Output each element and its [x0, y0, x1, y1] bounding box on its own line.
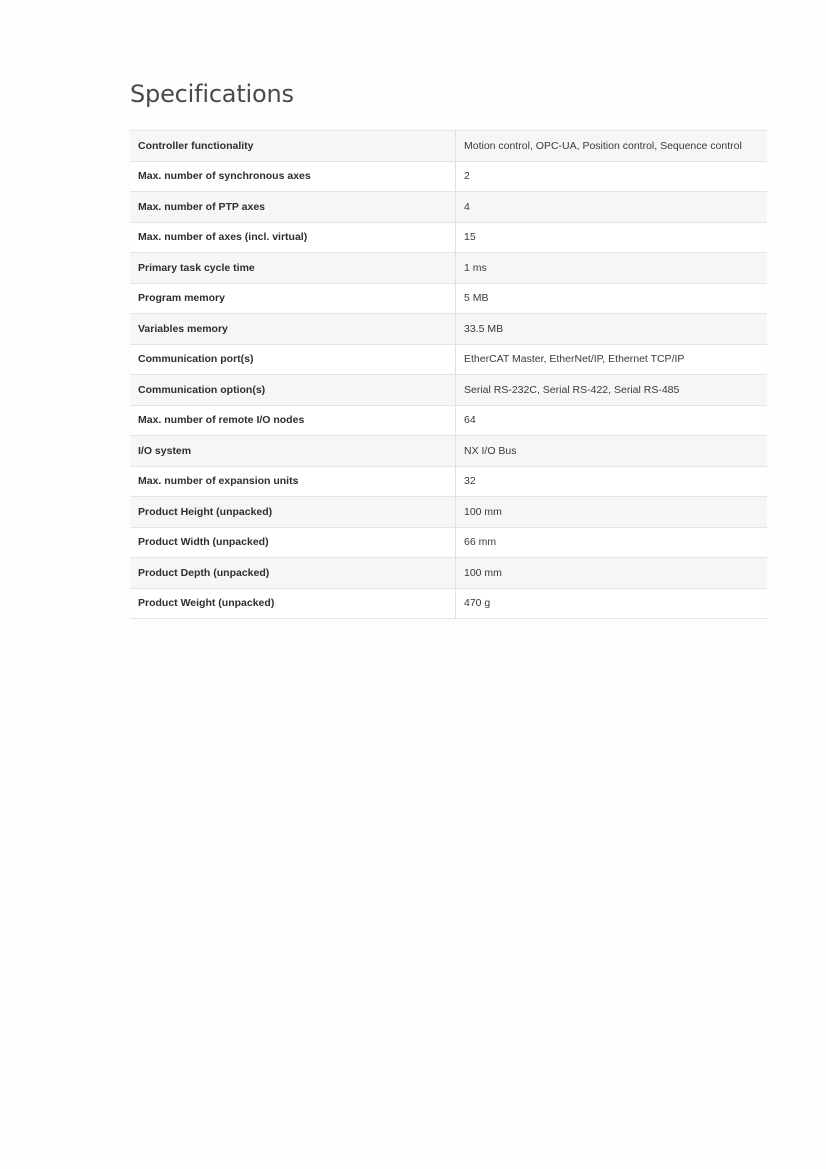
- table-row: [130, 314, 767, 345]
- spec-label: Product Height (unpacked): [130, 497, 456, 528]
- table-row: [130, 283, 767, 314]
- spec-label: Max. number of synchronous axes: [130, 161, 456, 192]
- spec-label: Max. number of PTP axes: [130, 192, 456, 223]
- table-row: [130, 497, 767, 528]
- spec-value: EtherCAT Master, EtherNet/IP, Ethernet TCP/IP: [456, 344, 768, 375]
- table-row: [130, 375, 767, 406]
- spec-label: Max. number of axes (incl. virtual): [130, 222, 456, 253]
- spec-value: 2: [456, 161, 768, 192]
- table-row: [130, 405, 767, 436]
- spec-value: 33.5 MB: [456, 314, 768, 345]
- specifications-table-body: [130, 131, 767, 619]
- spec-label: Product Weight (unpacked): [130, 588, 456, 619]
- spec-label: Communication option(s): [130, 375, 456, 406]
- table-row: [130, 222, 767, 253]
- specifications-table: [130, 130, 767, 619]
- spec-value: 100 mm: [456, 558, 768, 589]
- table-row: [130, 436, 767, 467]
- spec-value: Motion control, OPC-UA, Position control, Sequence control: [456, 131, 768, 162]
- table-row: [130, 161, 767, 192]
- table-row: [130, 192, 767, 223]
- spec-label: Primary task cycle time: [130, 253, 456, 284]
- spec-value: 66 mm: [456, 527, 768, 558]
- table-row: [130, 558, 767, 589]
- table-row: [130, 253, 767, 284]
- spec-value: 32: [456, 466, 768, 497]
- table-row: [130, 588, 767, 619]
- spec-label: I/O system: [130, 436, 456, 467]
- table-row: [130, 344, 767, 375]
- spec-label: Communication port(s): [130, 344, 456, 375]
- spec-value: 15: [456, 222, 768, 253]
- page-title: Specifications: [130, 80, 294, 108]
- spec-value: Serial RS-232C, Serial RS-422, Serial RS-485: [456, 375, 768, 406]
- spec-label: Variables memory: [130, 314, 456, 345]
- spec-value: 5 MB: [456, 283, 768, 314]
- table-row: [130, 527, 767, 558]
- spec-label: Max. number of remote I/O nodes: [130, 405, 456, 436]
- spec-label: Controller functionality: [130, 131, 456, 162]
- spec-label: Program memory: [130, 283, 456, 314]
- spec-label: Max. number of expansion units: [130, 466, 456, 497]
- table-row: [130, 131, 767, 162]
- spec-value: 1 ms: [456, 253, 768, 284]
- spec-label: Product Depth (unpacked): [130, 558, 456, 589]
- spec-value: 100 mm: [456, 497, 768, 528]
- spec-label: Product Width (unpacked): [130, 527, 456, 558]
- table-row: [130, 466, 767, 497]
- spec-value: 470 g: [456, 588, 768, 619]
- spec-value: 64: [456, 405, 768, 436]
- spec-value: NX I/O Bus: [456, 436, 768, 467]
- spec-value: 4: [456, 192, 768, 223]
